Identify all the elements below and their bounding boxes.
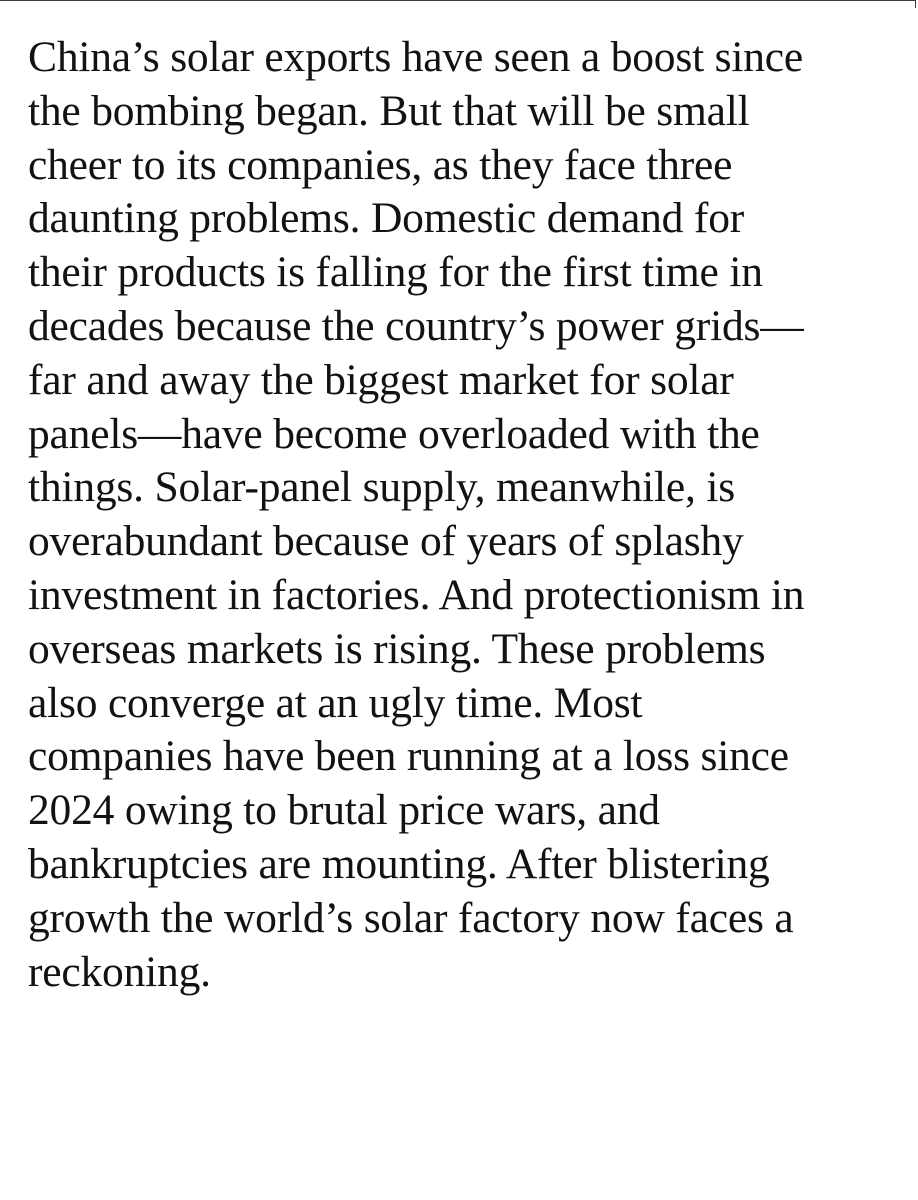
article-paragraph <box>28 31 900 999</box>
paragraph-line: also converge at an ugly time. Most <box>28 678 643 727</box>
paragraph-line: growth the world’s solar factory now faces a <box>28 893 794 942</box>
paragraph-line: overseas markets is rising. These problems <box>28 624 766 673</box>
paragraph-line: investment in factories. And protectionism in <box>28 570 805 619</box>
paragraph-line: cheer to its companies, as they face three <box>28 140 733 189</box>
paragraph-line: 2024 owing to brutal price wars, and <box>28 786 660 835</box>
paragraph-line: bankruptcies are mounting. After blistering <box>28 839 770 888</box>
paragraph-line: far and away the biggest market for solar <box>28 355 734 404</box>
paragraph-line: overabundant because of years of splashy <box>28 517 744 566</box>
paragraph-line: companies have been running at a loss since <box>28 732 789 781</box>
paragraph-line: reckoning. <box>28 947 211 996</box>
top-border-rule <box>0 0 916 8</box>
paragraph-line: daunting problems. Domestic demand for <box>28 194 745 243</box>
paragraph-line: China’s solar exports have seen a boost since <box>28 33 804 81</box>
paragraph-line: things. Solar-panel supply, meanwhile, is <box>28 463 735 512</box>
paragraph-line: decades because the country’s power grids— <box>28 301 804 350</box>
paragraph-line: their products is falling for the first time in <box>28 248 763 297</box>
paragraph-line: the bombing began. But that will be small <box>28 86 750 135</box>
paragraph-line: panels—have become overloaded with the <box>28 409 760 458</box>
